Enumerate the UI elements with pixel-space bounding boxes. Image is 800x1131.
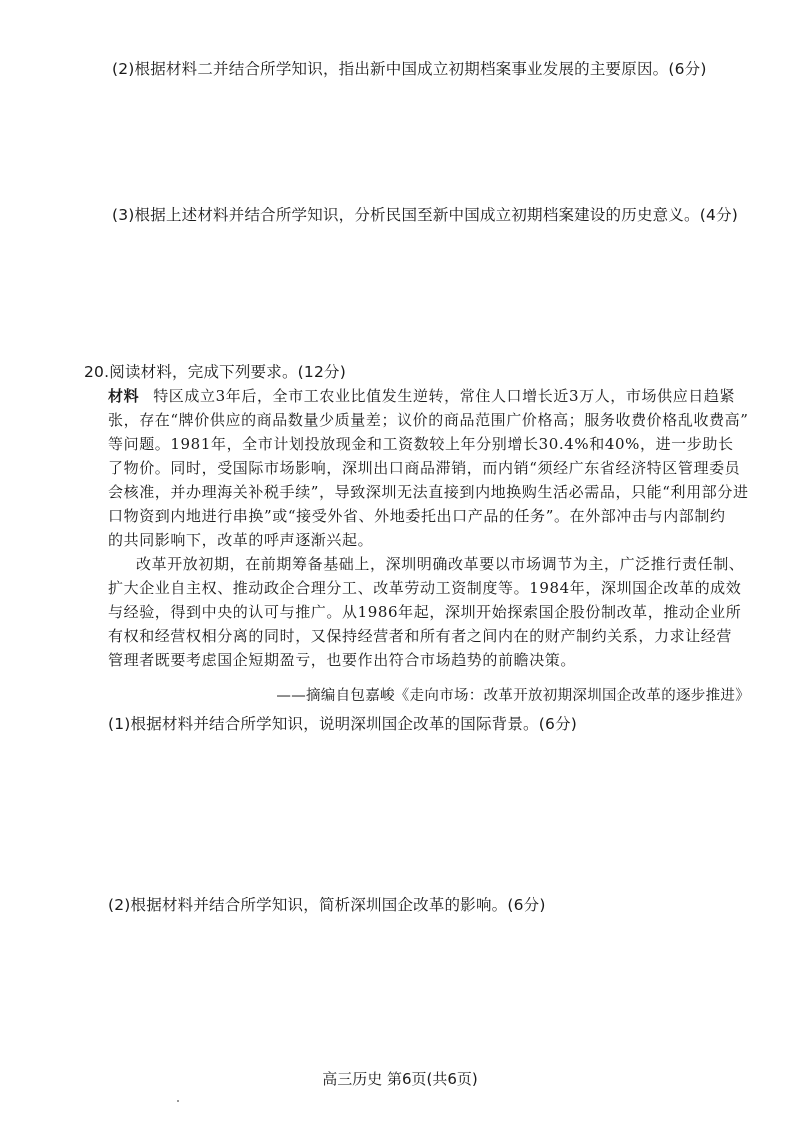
material-p1-line: 了物价。同时，受国际市场影响，深圳出口商品滞销，而内销“须经广东省经济特区管理委员	[108, 459, 741, 477]
material-p2-line: 有权和经营权相分离的同时，又保持经营者和所有者之间内在的财产制约关系，力求让经营	[108, 627, 733, 645]
material-source: ——摘编自包嘉峻《走向市场：改革开放初期深圳国企改革的逐步推进》	[276, 688, 750, 704]
material-p1-line: 的共同影响下，改革的呼声逐渐兴起。	[108, 531, 374, 549]
q19-part2-question: (2)根据材料二并结合所学知识，指出新中国成立初期档案事业发展的主要原因。(6分)	[112, 60, 707, 78]
material-p2-line: 扩大企业自主权、推动政企合理分工、改革劳动工资制度等。1984年，深圳国企改革的成效	[108, 579, 742, 597]
material-label: 材料	[108, 387, 140, 405]
page-footer: 高三历史 第6页(共6页)	[322, 1070, 478, 1088]
scan-speck	[177, 1100, 179, 1102]
q20-material-line-1	[108, 385, 735, 407]
material-p1-line: 等问题。1981年，全市计划投放现金和工资数较上年分别增长30.4%和40%，进一步助长	[108, 435, 734, 453]
material-p2-line: 改革开放初期，在前期筹备基础上，深圳明确改革要以市场调节为主，广泛推行责任制、	[136, 555, 745, 573]
q20-heading: 20.阅读材料，完成下列要求。(12分)	[84, 363, 346, 381]
q20-part1-question: (1)根据材料并结合所学知识，说明深圳国企改革的国际背景。(6分)	[108, 715, 578, 733]
material-p1-line: 会核准，并办理海关补税手续”，导致深圳无法直接到内地换购生活必需品，只能“利用部分进	[108, 483, 749, 501]
material-p2-line: 与经验，得到中央的认可与推广。从1986年起，深圳开始探索国企股份制改革，推动企业所	[108, 603, 742, 621]
q19-part3-question: (3)根据上述材料并结合所学知识，分析民国至新中国成立初期档案建设的历史意义。(4分)	[112, 206, 739, 224]
q20-part2-question: (2)根据材料并结合所学知识，简析深圳国企改革的影响。(6分)	[108, 896, 546, 914]
material-p1-line: 口物资到内地进行串换”或“接受外省、外地委托出口产品的任务”。在外部冲击与内部制约	[108, 507, 726, 525]
material-p1-line1-text: 特区成立3年后，全市工农业比值发生逆转，常住人口增长近3万人，市场供应日趋紧	[153, 387, 736, 405]
material-p2-line: 管理者既要考虑国企短期盈亏，也要作出符合市场趋势的前瞻决策。	[108, 651, 577, 669]
material-p1-line: 张，存在“牌价供应的商品数量少质量差；议价的商品范围广价格高；服务收费价格乱收费高”	[108, 411, 749, 429]
